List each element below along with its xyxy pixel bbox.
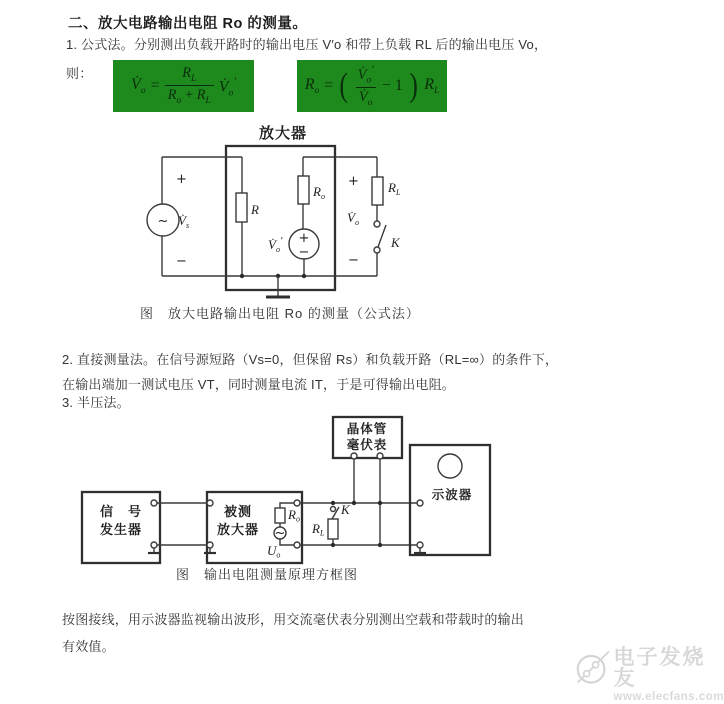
paragraph-wiring-line1: 按图接线，用示波器监视输出波形，用交流毫伏表分别测出空载和带载时的输出 (62, 612, 525, 627)
fig2-label-mv-line2: 毫伏表 (346, 438, 388, 452)
f1-denominator: $R_o + R_L$ (165, 85, 214, 107)
f2-fraction (355, 63, 377, 108)
fig1-label-vs: $V̇_s$ (178, 213, 190, 230)
fig2-label-amp-line1: 被测 (223, 504, 253, 519)
fig1-source-vo-prime (289, 229, 319, 260)
fig2-label-amp-line2: 放大器 (216, 522, 260, 537)
fig2-label-scope: 示波器 (431, 488, 473, 502)
fig2-label-sig-line1: 信 号 (99, 504, 143, 519)
watermark-url: www.elecfans.com (613, 691, 724, 703)
fig1-resistor-ro (298, 176, 309, 204)
fig1-minus-left: − (176, 254, 187, 269)
fig2-sig-ground (148, 548, 160, 553)
paragraph-half-voltage-method: 3. 半压法。 (62, 395, 130, 410)
fig1-label-amplifier: 放大器 (258, 125, 308, 142)
fig2-label-k: K (341, 502, 350, 517)
page-title: 二、放大电路输出电阻 Ro 的测量。 (68, 16, 308, 32)
fig1-label-vo-prime: $V̇_o'$ (268, 235, 283, 254)
fig2-label-mv-line1: 晶体管 (346, 422, 388, 436)
fig1-minus-right: − (348, 253, 359, 268)
f1-fraction (165, 65, 214, 107)
fig2-sig-terminal-top (151, 500, 157, 506)
fig2-wires (157, 459, 417, 545)
paragraph-wiring-line2: 有效值。 (62, 639, 115, 654)
fig2-label-rl: RL (312, 521, 325, 538)
fig2-amp-terminal-right-top (294, 500, 300, 506)
fig1-ac-source (147, 204, 179, 236)
fig1-label-vo: $V̇_o$ (347, 210, 359, 227)
fig1-ground (266, 276, 290, 297)
fig2-amp-terminal-left-bottom (207, 542, 213, 548)
fig1-wires (162, 157, 377, 276)
watermark (576, 646, 724, 703)
f1-rhs: $V̇_o'$ (218, 73, 236, 99)
fig2-amp-terminal-right-bottom (294, 542, 300, 548)
f2-rhs: $R_L$ (424, 75, 440, 97)
fig2-label-uo: Uo (267, 543, 281, 560)
fig2-label-ro: Ro (288, 507, 300, 524)
then-label: 则： (66, 66, 93, 81)
f1-lhs-main: V̇ (131, 75, 141, 93)
fig2-mv-terminal-left (351, 453, 357, 459)
fig1-resistor-r (236, 193, 247, 222)
f2-equals: = (324, 77, 334, 94)
paragraph-direct-method-line1: 2. 直接测量法。在信号源短路（Vs=0，但保留 Rs）和负载开路（RL=∞）的条件下， (62, 352, 559, 367)
fig2-sig-terminal-bottom (151, 542, 157, 548)
fig2-switch-k (331, 507, 340, 520)
fig2-amp-ground (204, 548, 216, 553)
fig1-resistor-rl (372, 177, 383, 205)
svg-text:−: − (298, 245, 310, 260)
fig2-scope-terminal-top (417, 500, 423, 506)
fig2-mv-terminal-right (377, 453, 383, 459)
fig1-label-rl: $R_L$ (388, 180, 401, 197)
fig2-oscilloscope-screen (438, 454, 462, 478)
fig2-scope-ground (414, 548, 426, 553)
f1-equals: = (150, 77, 160, 94)
f2-lhs: $R_o$ (304, 75, 320, 97)
fig1-label-k: K (391, 235, 400, 250)
figure2-caption: 图 输出电阻测量原理方框图 (176, 567, 359, 582)
figure1-amplifier-circuit (120, 125, 460, 310)
f1-lhs-sub: o (140, 86, 146, 97)
fig2-scope-terminal-bottom (417, 542, 423, 548)
fig1-label-r: R (251, 202, 259, 217)
fig2-amp-terminal-left-top (207, 500, 213, 506)
paragraph-formula-method: 1. 公式法。分别测出负载开路时的输出电压 V′o 和带上负载 RL 后的输出电压 Vo， (66, 37, 548, 52)
formula-box-output-resistance: $R_o$ = ( $\frac{V̇_o'}{V̇_o}$ − 1 ) $R_L$ (297, 60, 447, 112)
paragraph-direct-method-line2: 在输出端加一测试电压 VT，同时测量电流 IT，于是可得输出电阻。 (62, 377, 455, 392)
f1-numerator: $R_L$ (182, 65, 197, 85)
fig1-plus-left: + (176, 172, 187, 187)
fig1-tilde: ~ (157, 214, 169, 229)
svg-text:~: ~ (274, 526, 286, 541)
f2-denominator: $V̇_o$ (356, 87, 376, 109)
figure2-block-diagram (75, 412, 495, 572)
fig1-label-ro: $R_o$ (313, 184, 325, 201)
fig2-resistor-rl (328, 519, 338, 539)
formula-box-output-voltage (113, 60, 254, 112)
svg-text:+: + (298, 231, 310, 246)
f2-minus-one: − 1 (381, 77, 403, 94)
fig2-label-sig-line2: 发生器 (99, 522, 143, 537)
elecfans-logo-icon (576, 647, 612, 695)
watermark-brand: 电子发烧友 (613, 646, 706, 690)
fig1-plus-right: + (348, 174, 359, 189)
figure1-caption: 图 放大电路输出电阻 Ro 的测量（公式法） (140, 306, 420, 321)
fig1-switch-k (374, 221, 386, 253)
f1-lhs (131, 76, 146, 96)
f2-numerator: $V̇_o'$ (357, 62, 374, 86)
